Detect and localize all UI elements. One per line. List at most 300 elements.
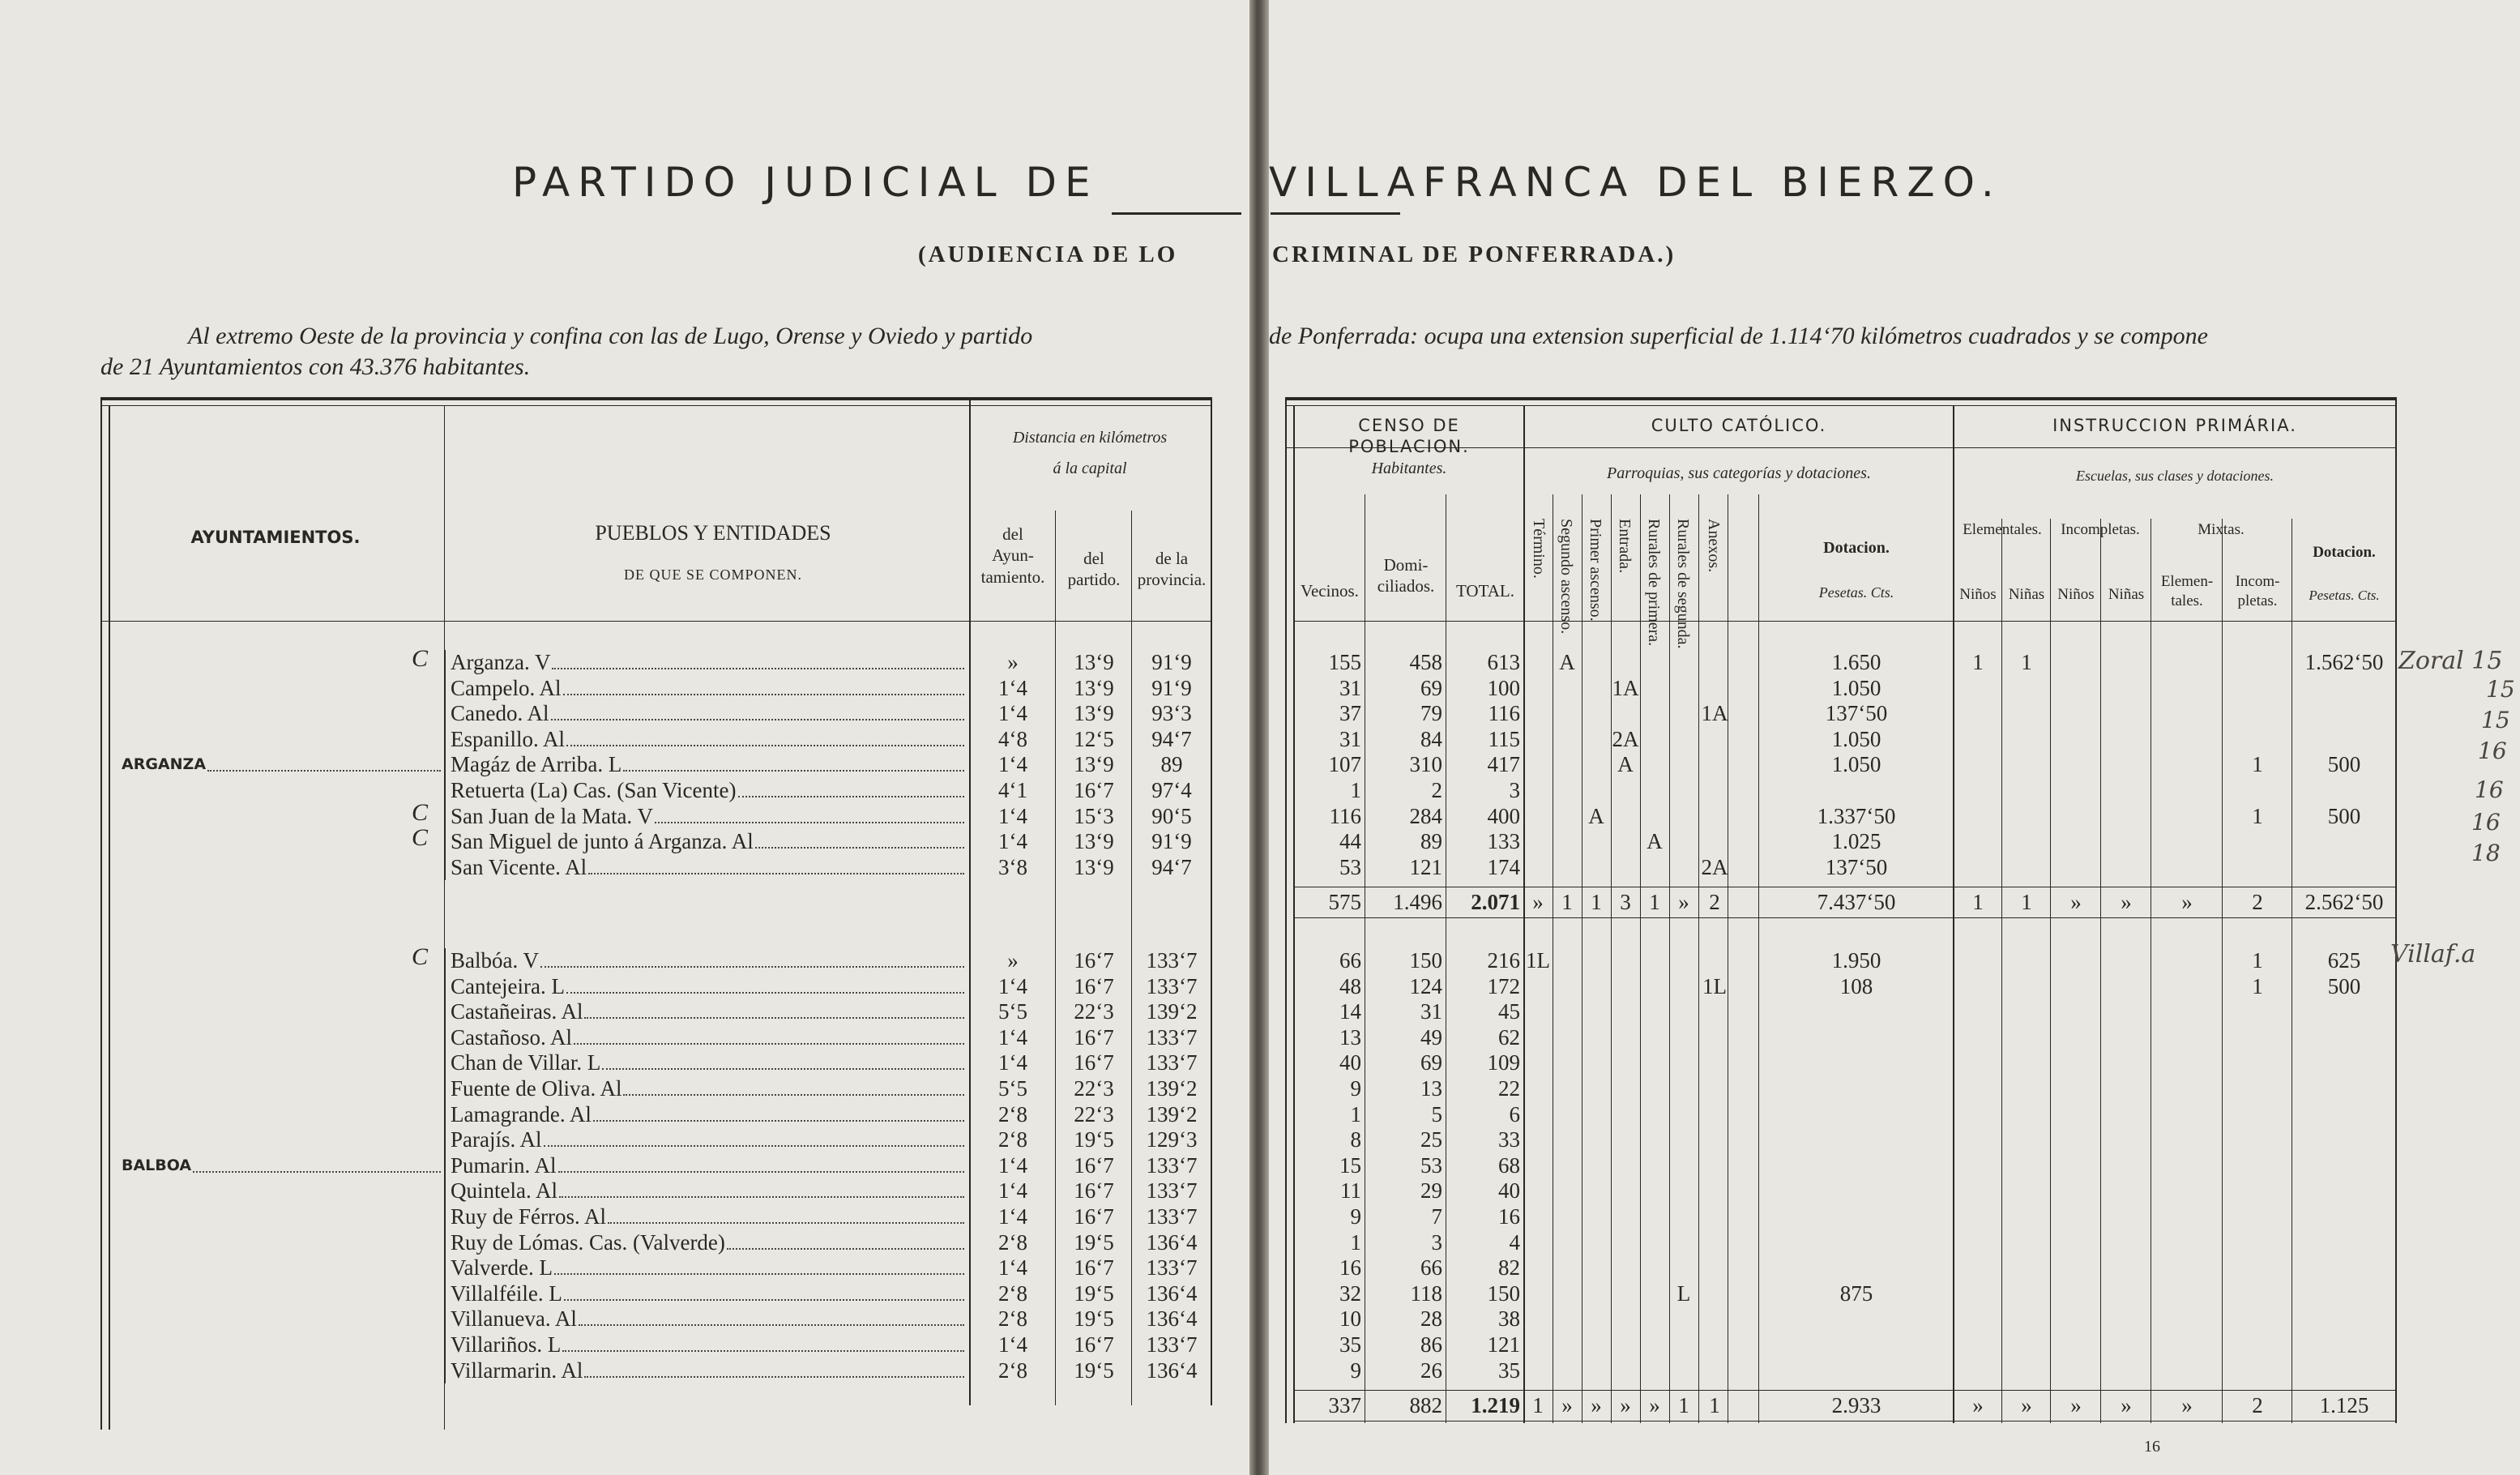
header-mixtas: Mixtas. (2198, 521, 2245, 538)
vecinos: 16 (1339, 1255, 1361, 1280)
vecinos: 14 (1339, 999, 1361, 1024)
dist-ayuntamiento: 1‘4 (998, 829, 1027, 854)
total: 45 (1498, 999, 1520, 1024)
total: 38 (1498, 1306, 1520, 1332)
total: 62 (1498, 1024, 1520, 1050)
total: 174 (1487, 854, 1520, 879)
total: 4 (1509, 1229, 1520, 1255)
vecinos: 31 (1339, 675, 1361, 700)
total-elementales-ninas: 1 (2021, 890, 2032, 915)
vecinos: 13 (1339, 1024, 1361, 1050)
dist-partido: 13‘9 (1074, 675, 1114, 700)
total: 116 (1488, 701, 1520, 726)
total-parroquia-s: 1 (1561, 890, 1573, 915)
total-mixtas-elementales: » (2181, 890, 2193, 915)
dist-provincia: 133‘7 (1146, 1050, 1198, 1075)
vecinos: 1 (1350, 1229, 1361, 1255)
total: 40 (1498, 1178, 1520, 1204)
dist-partido: 16‘7 (1074, 778, 1114, 802)
dotacion-instruccion: 625 (2327, 948, 2361, 973)
pueblo-name: Villanueva. Al (451, 1306, 577, 1332)
vecinos: 107 (1328, 752, 1361, 777)
total-total: 2.071 (1471, 890, 1520, 915)
dist-provincia: 97‘4 (1151, 778, 1192, 802)
dist-ayuntamiento: 1‘4 (998, 1050, 1027, 1075)
dist-ayuntamiento: » (1007, 650, 1019, 674)
dotacion-culto: 1.050 (1831, 726, 1881, 751)
header-dotacion2: Dotacion. (2313, 544, 2376, 561)
dist-partido: 22‘3 (1074, 1076, 1114, 1101)
dotacion-culto: 1.025 (1831, 829, 1881, 854)
dist-provincia: 89 (1160, 752, 1183, 777)
dotacion-culto: 1.050 (1831, 675, 1881, 700)
dist-ayuntamiento: 1‘4 (998, 1332, 1027, 1357)
domiciliados: 29 (1420, 1178, 1442, 1204)
total-elementales-ninas: » (2021, 1393, 2032, 1418)
dist-ayuntamiento: 2‘8 (998, 1357, 1027, 1383)
ayuntamiento-name: BALBOA (122, 1156, 192, 1174)
total-parroquia-t: » (1532, 890, 1544, 915)
vecinos: 31 (1339, 726, 1361, 751)
header-mixtas-incompletas: Incom- pletas. (2235, 573, 2280, 609)
dist-ayuntamiento: 1‘4 (998, 1024, 1027, 1050)
parroquia-ct: 1L (1526, 948, 1550, 973)
dist-ayuntamiento: 1‘4 (998, 1204, 1027, 1229)
header-anexos: Anexos. (1705, 519, 1723, 573)
total-incompletas-ninos: » (2070, 890, 2082, 915)
header-ninos-in: Niños (2057, 586, 2095, 603)
parroquia-ce: 1A (1612, 675, 1639, 700)
header-distancia-1: Distancia en kilómetros (1012, 429, 1168, 447)
book-gutter (1249, 0, 1269, 1475)
dist-ayuntamiento: 5‘5 (998, 999, 1027, 1024)
total-vecinos: 575 (1328, 890, 1361, 915)
pueblo-name: Ruy de Lómas. Cas. (Valverde) (451, 1229, 725, 1255)
header-entrada: Entrada. (1616, 519, 1634, 574)
dist-ayuntamiento: » (1007, 948, 1019, 973)
header-ninas-in: Niñas (2108, 586, 2145, 603)
dist-provincia: 91‘9 (1151, 829, 1192, 854)
pencil-note-2: 15 (2486, 676, 2515, 703)
vecinos: 8 (1350, 1127, 1361, 1152)
dist-partido: 16‘7 (1074, 1204, 1114, 1229)
dist-provincia: 133‘7 (1146, 1152, 1198, 1178)
dist-partido: 15‘3 (1074, 803, 1114, 828)
total-elementales-ninos: » (1972, 1393, 1984, 1418)
pueblo-name: Espanillo. Al (451, 726, 565, 751)
domiciliados: 79 (1420, 701, 1442, 726)
vecinos: 155 (1328, 650, 1361, 674)
header-del-ayun: del Ayun- tamiento. (980, 524, 1045, 587)
parroquia-can: 1A (1701, 701, 1728, 726)
domiciliados: 25 (1420, 1127, 1442, 1152)
intro-left-line2: de 21 Ayuntamientos con 43.376 habitantes. (100, 353, 531, 380)
pueblo-name: Campelo. Al (451, 675, 562, 700)
total: 3 (1509, 778, 1520, 802)
pueblo-name: Parajís. Al (451, 1127, 542, 1152)
pueblo-name: Balbóa. V (451, 948, 539, 973)
dist-partido: 13‘9 (1074, 701, 1114, 726)
domiciliados: 13 (1420, 1076, 1442, 1101)
domiciliados: 49 (1420, 1024, 1442, 1050)
dist-ayuntamiento: 3‘8 (998, 854, 1027, 879)
total: 121 (1487, 1332, 1520, 1357)
domiciliados: 84 (1420, 726, 1442, 751)
pueblo-name: Castañoso. Al (451, 1024, 573, 1050)
dist-provincia: 139‘2 (1146, 1101, 1198, 1127)
total: 133 (1487, 829, 1520, 854)
elementales-ninas: 1 (2021, 650, 2032, 674)
dist-provincia: 139‘2 (1146, 1076, 1198, 1101)
total-dotacion-instruccion: 2.562‘50 (2304, 890, 2384, 915)
header-ayuntamientos: AYUNTAMIENTOS. (190, 528, 361, 547)
total: 16 (1498, 1204, 1520, 1229)
elementales-ninos: 1 (1972, 650, 1984, 674)
parroquia-ce: A (1617, 752, 1634, 777)
header-parroquias: Parroquias, sus categorías y dotaciones. (1607, 464, 1871, 482)
pueblo-name: Castañeiras. Al (451, 999, 583, 1024)
dist-ayuntamiento: 4‘1 (998, 778, 1027, 802)
header-dotacion: Dotacion. (1823, 539, 1890, 557)
header-escuelas: Escuelas, sus clases y dotaciones. (2076, 468, 2274, 484)
parroquia-ce: 2A (1612, 726, 1639, 751)
dist-partido: 13‘9 (1074, 829, 1114, 854)
dist-ayuntamiento: 1‘4 (998, 1152, 1027, 1178)
vecinos: 15 (1339, 1152, 1361, 1178)
header-primer: Primer ascenso. (1587, 519, 1604, 622)
total-parroquia-an: 1 (1709, 1393, 1720, 1418)
total-parroquia-t: 1 (1532, 1393, 1544, 1418)
pueblo-name: Quintela. Al (451, 1178, 557, 1204)
vecinos: 9 (1350, 1357, 1361, 1383)
pencil-note-4: 16 (2478, 738, 2507, 764)
dist-provincia: 133‘7 (1146, 1332, 1198, 1357)
parroquia-cp: A (1588, 803, 1604, 828)
total: 33 (1498, 1127, 1520, 1152)
domiciliados: 7 (1431, 1204, 1442, 1229)
domiciliados: 89 (1420, 829, 1442, 854)
dist-ayuntamiento: 2‘8 (998, 1101, 1027, 1127)
dotacion-culto: 108 (1839, 973, 1873, 998)
vecinos: 40 (1339, 1050, 1361, 1075)
pencil-note-1: Zoral 15 (2398, 647, 2503, 675)
parroquia-c2: A (1559, 650, 1575, 674)
pueblo-name: San Miguel de junto á Arganza. Al (451, 829, 754, 854)
header-pesetas2: Pesetas. Cts. (2309, 588, 2380, 603)
vecinos: 53 (1339, 854, 1361, 879)
dist-ayuntamiento: 1‘4 (998, 675, 1027, 700)
pueblo-name: Ruy de Férros. Al (451, 1204, 606, 1229)
dist-partido: 12‘5 (1074, 726, 1114, 751)
header-vecinos: Vecinos. (1301, 581, 1359, 601)
dist-partido: 19‘5 (1074, 1280, 1114, 1306)
dist-partido: 13‘9 (1074, 752, 1114, 777)
domiciliados: 86 (1420, 1332, 1442, 1357)
dist-provincia: 133‘7 (1146, 1024, 1198, 1050)
dist-partido: 16‘7 (1074, 1050, 1114, 1075)
mixtas-incompletas: 1 (2252, 948, 2263, 973)
dotacion-culto: 1.950 (1831, 948, 1881, 973)
vecinos: 66 (1339, 948, 1361, 973)
dotacion-culto: 137‘50 (1825, 701, 1888, 726)
dotacion-culto: 1.050 (1831, 752, 1881, 777)
mixtas-incompletas: 1 (2252, 752, 2263, 777)
header-culto: CULTO CATÓLICO. (1651, 416, 1827, 435)
pencil-note-7: 18 (2471, 840, 2501, 866)
intro-left-line1: Al extremo Oeste de la provincia y confina con las de Lugo, Orense y Oviedo y partido (188, 323, 1033, 349)
pueblo-name: Valverde. L (451, 1255, 553, 1280)
dist-ayuntamiento: 2‘8 (998, 1127, 1027, 1152)
vecinos: 10 (1339, 1306, 1361, 1332)
total: 109 (1487, 1050, 1520, 1075)
total: 172 (1487, 973, 1520, 998)
pencil-note-8: Villaf.a (2390, 940, 2476, 968)
pueblo-name: Villarmarin. Al (451, 1357, 583, 1383)
domiciliados: 3 (1431, 1229, 1442, 1255)
domiciliados: 69 (1420, 675, 1442, 700)
dist-provincia: 91‘9 (1151, 650, 1192, 674)
pueblo-name: San Vicente. Al (451, 854, 587, 879)
vecinos: 11 (1340, 1178, 1361, 1204)
dist-provincia: 93‘3 (1151, 701, 1192, 726)
total-parroquia-s: » (1561, 1393, 1573, 1418)
parroquia-can: 1L (1702, 973, 1727, 998)
total-mixtas-incompletas: 2 (2252, 890, 2263, 915)
total-parroquia-r1: » (1649, 1393, 1660, 1418)
dist-provincia: 133‘7 (1146, 1178, 1198, 1204)
total-dotacion-culto: 2.933 (1831, 1393, 1881, 1418)
page-number: 16 (2144, 1438, 2160, 1456)
header-incompletas: Incompletas. (2061, 521, 2140, 538)
parroquia-can: 2A (1701, 854, 1728, 879)
dist-partido: 16‘7 (1074, 1255, 1114, 1280)
dist-ayuntamiento: 2‘8 (998, 1306, 1027, 1332)
domiciliados: 124 (1409, 973, 1442, 998)
total: 400 (1487, 803, 1520, 828)
dist-ayuntamiento: 4‘8 (998, 726, 1027, 751)
dist-ayuntamiento: 1‘4 (998, 1255, 1027, 1280)
domiciliados: 284 (1409, 803, 1442, 828)
total-parroquia-e: » (1620, 1393, 1631, 1418)
dist-partido: 16‘7 (1074, 1152, 1114, 1178)
header-ninos-el: Niños (1959, 586, 1997, 603)
total: 22 (1498, 1076, 1520, 1101)
vecinos: 32 (1339, 1280, 1361, 1306)
dist-ayuntamiento: 1‘4 (998, 701, 1027, 726)
total-total: 1.219 (1471, 1393, 1520, 1418)
margin-mark: C (412, 645, 429, 672)
vecinos: 48 (1339, 973, 1361, 998)
header-distancia-2: á la capital (1053, 460, 1127, 477)
total-domiciliados: 1.496 (1393, 890, 1442, 915)
header-rurales-segunda: Rurales de segunda. (1674, 519, 1692, 649)
pueblo-name: Villalféile. L (451, 1280, 562, 1306)
vecinos: 116 (1329, 803, 1361, 828)
total-parroquia-r1: 1 (1649, 890, 1660, 915)
header-termino: Término. (1530, 519, 1548, 579)
subtitle-left: (AUDIENCIA DE LO (918, 242, 1178, 267)
parroquia-cr1: A (1647, 829, 1663, 854)
total: 6 (1509, 1101, 1520, 1127)
header-rurales-primera: Rurales de primera. (1645, 519, 1663, 647)
pueblo-name: Pumarin. Al (451, 1152, 557, 1178)
pueblo-name: Magáz de Arriba. L (451, 752, 622, 777)
header-pueblos-2: DE QUE SE COMPONEN. (623, 566, 802, 583)
domiciliados: 53 (1420, 1152, 1442, 1178)
total-parroquia-an: 2 (1709, 890, 1720, 915)
total-mixtas-elementales: » (2181, 1393, 2193, 1418)
pueblo-name: Chan de Villar. L (451, 1050, 601, 1075)
pueblo-name: Fuente de Oliva. Al (451, 1076, 622, 1101)
dist-ayuntamiento: 1‘4 (998, 752, 1027, 777)
dist-partido: 16‘7 (1074, 1332, 1114, 1357)
dist-provincia: 90‘5 (1151, 803, 1192, 828)
dist-partido: 16‘7 (1074, 1178, 1114, 1204)
header-instruccion: INSTRUCCION PRIMÁRIA. (2052, 416, 2297, 435)
pueblo-name: Arganza. V (451, 650, 551, 674)
total-dotacion-culto: 7.437‘50 (1817, 890, 1896, 915)
dist-provincia: 133‘7 (1146, 973, 1198, 998)
pencil-note-5: 16 (2475, 776, 2504, 803)
total: 100 (1487, 675, 1520, 700)
header-provincia: de la provincia. (1137, 549, 1207, 590)
dist-provincia: 133‘7 (1146, 1255, 1198, 1280)
pencil-note-3: 15 (2481, 707, 2510, 733)
dist-provincia: 94‘7 (1151, 726, 1192, 751)
dist-ayuntamiento: 5‘5 (998, 1076, 1027, 1101)
vecinos: 37 (1339, 701, 1361, 726)
total-dotacion-instruccion: 1.125 (2319, 1393, 2369, 1418)
total-parroquia-p: 1 (1591, 890, 1602, 915)
dotacion-instruccion: 500 (2327, 752, 2361, 777)
dist-partido: 16‘7 (1074, 973, 1114, 998)
dist-provincia: 133‘7 (1146, 948, 1198, 973)
total-parroquia-e: 3 (1620, 890, 1631, 915)
domiciliados: 150 (1409, 948, 1442, 973)
header-total: TOTAL. (1455, 581, 1514, 601)
dotacion-culto: 1.650 (1831, 650, 1881, 674)
dist-partido: 16‘7 (1074, 1024, 1114, 1050)
dist-partido: 19‘5 (1074, 1357, 1114, 1383)
dotacion-instruccion: 500 (2327, 973, 2361, 998)
total-incompletas-ninas: » (2121, 890, 2132, 915)
dist-ayuntamiento: 1‘4 (998, 973, 1027, 998)
dist-partido: 19‘5 (1074, 1306, 1114, 1332)
total: 82 (1498, 1255, 1520, 1280)
dist-provincia: 94‘7 (1151, 854, 1192, 879)
total-incompletas-ninas: » (2121, 1393, 2132, 1418)
dist-provincia: 133‘7 (1146, 1204, 1198, 1229)
pueblo-name: Lamagrande. Al (451, 1101, 592, 1127)
header-domiciliados: Domi- ciliados. (1377, 555, 1435, 596)
total: 35 (1498, 1357, 1520, 1383)
total-parroquia-p: » (1591, 1393, 1602, 1418)
parroquia-cr2: L (1676, 1280, 1691, 1306)
dotacion-instruccion: 500 (2327, 803, 2361, 828)
dist-provincia: 91‘9 (1151, 675, 1192, 700)
dist-provincia: 129‘3 (1146, 1127, 1198, 1152)
dotacion-culto: 875 (1839, 1280, 1873, 1306)
dist-partido: 16‘7 (1074, 948, 1114, 973)
total-parroquia-r2: » (1678, 890, 1689, 915)
dist-ayuntamiento: 2‘8 (998, 1280, 1027, 1306)
dist-provincia: 136‘4 (1146, 1229, 1198, 1255)
total-vecinos: 337 (1328, 1393, 1361, 1418)
total-parroquia-r2: 1 (1678, 1393, 1689, 1418)
total-domiciliados: 882 (1409, 1393, 1442, 1418)
dist-ayuntamiento: 1‘4 (998, 1178, 1027, 1204)
intro-right-line1: de Ponferrada: ocupa una extension superficial de 1.114‘70 kilómetros cuadrados y se compone (1269, 323, 2208, 349)
dist-provincia: 136‘4 (1146, 1306, 1198, 1332)
dist-provincia: 136‘4 (1146, 1280, 1198, 1306)
domiciliados: 2 (1431, 778, 1442, 802)
pueblo-name: Cantejeira. L (451, 973, 565, 998)
domiciliados: 310 (1409, 752, 1442, 777)
dist-ayuntamiento: 1‘4 (998, 803, 1027, 828)
dist-provincia: 139‘2 (1146, 999, 1198, 1024)
header-segundo: Segundo ascenso. (1557, 519, 1575, 635)
dotacion-culto: 137‘50 (1825, 854, 1888, 879)
total-elementales-ninos: 1 (1972, 890, 1984, 915)
domiciliados: 26 (1420, 1357, 1442, 1383)
domiciliados: 31 (1420, 999, 1442, 1024)
domiciliados: 5 (1431, 1101, 1442, 1127)
dist-partido: 19‘5 (1074, 1229, 1114, 1255)
vecinos: 1 (1350, 778, 1361, 802)
vecinos: 9 (1350, 1076, 1361, 1101)
domiciliados: 118 (1410, 1280, 1442, 1306)
dist-partido: 13‘9 (1074, 854, 1114, 879)
total: 216 (1487, 948, 1520, 973)
total: 613 (1487, 650, 1520, 674)
dist-partido: 13‘9 (1074, 650, 1114, 674)
domiciliados: 69 (1420, 1050, 1442, 1075)
pueblo-name: Villariños. L (451, 1332, 562, 1357)
header-partido: del partido. (1067, 549, 1121, 590)
title-right: VILLAFRANCA DEL BIERZO. (1269, 159, 2002, 206)
dist-partido: 22‘3 (1074, 1101, 1114, 1127)
header-habitantes: Habitantes. (1371, 460, 1447, 477)
dist-provincia: 136‘4 (1146, 1357, 1198, 1383)
subtitle-right: CRIMINAL DE PONFERRADA.) (1272, 242, 1676, 267)
total: 417 (1487, 752, 1520, 777)
header-ninas-el: Niñas (2008, 586, 2045, 603)
domiciliados: 121 (1409, 854, 1442, 879)
pueblo-name: Retuerta (La) Cas. (San Vicente) (451, 778, 737, 802)
pencil-note-6: 16 (2471, 809, 2501, 836)
domiciliados: 28 (1420, 1306, 1442, 1332)
total-mixtas-incompletas: 2 (2252, 1393, 2263, 1418)
header-censo: CENSO DE POBLACION. (1348, 416, 1470, 457)
header-pueblos-1: PUEBLOS Y ENTIDADES (595, 521, 831, 545)
mixtas-incompletas: 1 (2252, 803, 2263, 828)
vecinos: 35 (1339, 1332, 1361, 1357)
dotacion-instruccion: 1.562‘50 (2304, 650, 2384, 674)
vecinos: 9 (1350, 1204, 1361, 1229)
margin-mark: C (412, 798, 429, 826)
total-incompletas-ninos: » (2070, 1393, 2082, 1418)
ayuntamiento-name: ARGANZA (122, 755, 207, 774)
vecinos: 1 (1350, 1101, 1361, 1127)
domiciliados: 66 (1420, 1255, 1442, 1280)
mixtas-incompletas: 1 (2252, 973, 2263, 998)
margin-mark: C (412, 824, 429, 852)
domiciliados: 458 (1409, 650, 1442, 674)
margin-mark: C (412, 943, 429, 970)
header-pesetas: Pesetas. Cts. (1818, 584, 1894, 601)
total: 115 (1488, 726, 1520, 751)
dist-partido: 22‘3 (1074, 999, 1114, 1024)
